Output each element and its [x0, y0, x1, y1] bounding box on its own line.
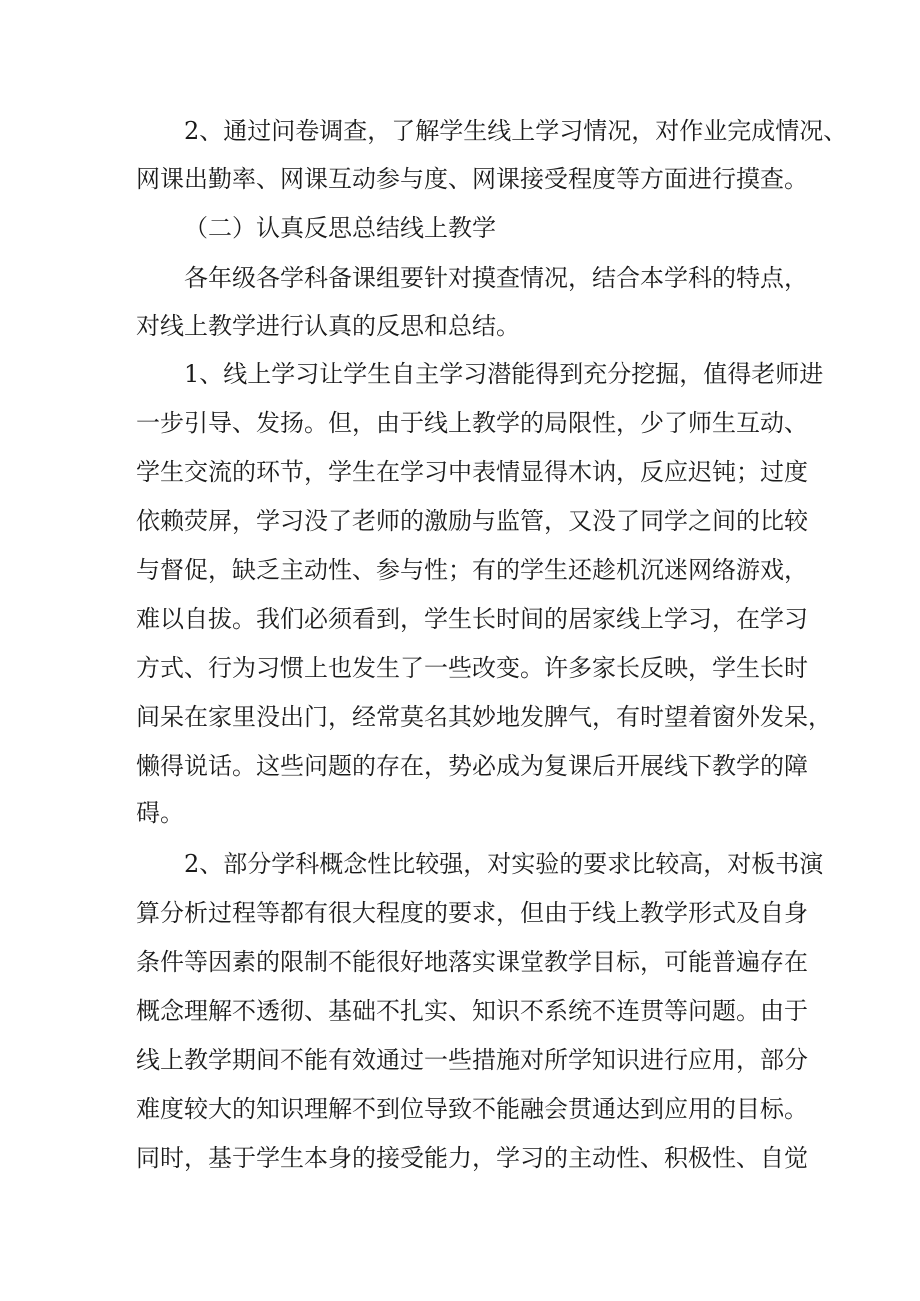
paragraph-line: 与督促，缺乏主动性、参与性；有的学生还趁机沉迷网络游戏，	[136, 556, 808, 584]
paragraph-line: 同时，基于学生本身的接受能力，学习的主动性、积极性、自觉	[136, 1144, 808, 1172]
paragraph-line: 懒得说话。这些问题的存在，势必成为复课后开展线下教学的障	[136, 752, 808, 780]
paragraph-line: 1、线上学习让学生自主学习潜能得到充分挖掘，值得老师进	[184, 360, 824, 388]
paragraph-line: 算分析过程等都有很大程度的要求，但由于线上教学形式及自身	[136, 899, 808, 927]
paragraph-line: 一步引导、发扬。但，由于线上教学的局限性，少了师生互动、	[136, 409, 808, 437]
paragraph-line: 难度较大的知识理解不到位导致不能融会贯通达到应用的目标。	[136, 1095, 808, 1123]
paragraph-line: 依赖荧屏，学习没了老师的激励与监管，又没了同学之间的比较	[136, 507, 808, 535]
paragraph-line: 学生交流的环节，学生在学习中表情显得木讷，反应迟钝；过度	[136, 458, 808, 486]
paragraph-line: 难以自拔。我们必须看到，学生长时间的居家线上学习，在学习	[136, 605, 808, 633]
section-heading: （二）认真反思总结线上教学	[184, 214, 496, 242]
paragraph-line: 2、部分学科概念性比较强，对实验的要求比较高，对板书演	[184, 850, 824, 878]
paragraph-line: 概念理解不透彻、基础不扎实、知识不系统不连贯等问题。由于	[136, 997, 808, 1025]
paragraph-line: 线上教学期间不能有效通过一些措施对所学知识进行应用，部分	[136, 1046, 808, 1074]
paragraph-line: 条件等因素的限制不能很好地落实课堂教学目标，可能普遍存在	[136, 948, 808, 976]
paragraph-line: 各年级各学科备课组要针对摸查情况，结合本学科的特点，	[184, 264, 808, 292]
paragraph-line: 2、通过问卷调查，了解学生线上学习情况，对作业完成情况、	[184, 117, 848, 145]
paragraph-line: 间呆在家里没出门，经常莫名其妙地发脾气，有时望着窗外发呆，	[136, 703, 832, 731]
paragraph-line: 对线上教学进行认真的反思和总结。	[136, 312, 520, 340]
paragraph-line: 碍。	[136, 799, 184, 827]
paragraph-line: 网课出勤率、网课互动参与度、网课接受程度等方面进行摸查。	[136, 165, 808, 193]
paragraph-line: 方式、行为习惯上也发生了一些改变。许多家长反映，学生长时	[136, 654, 808, 682]
